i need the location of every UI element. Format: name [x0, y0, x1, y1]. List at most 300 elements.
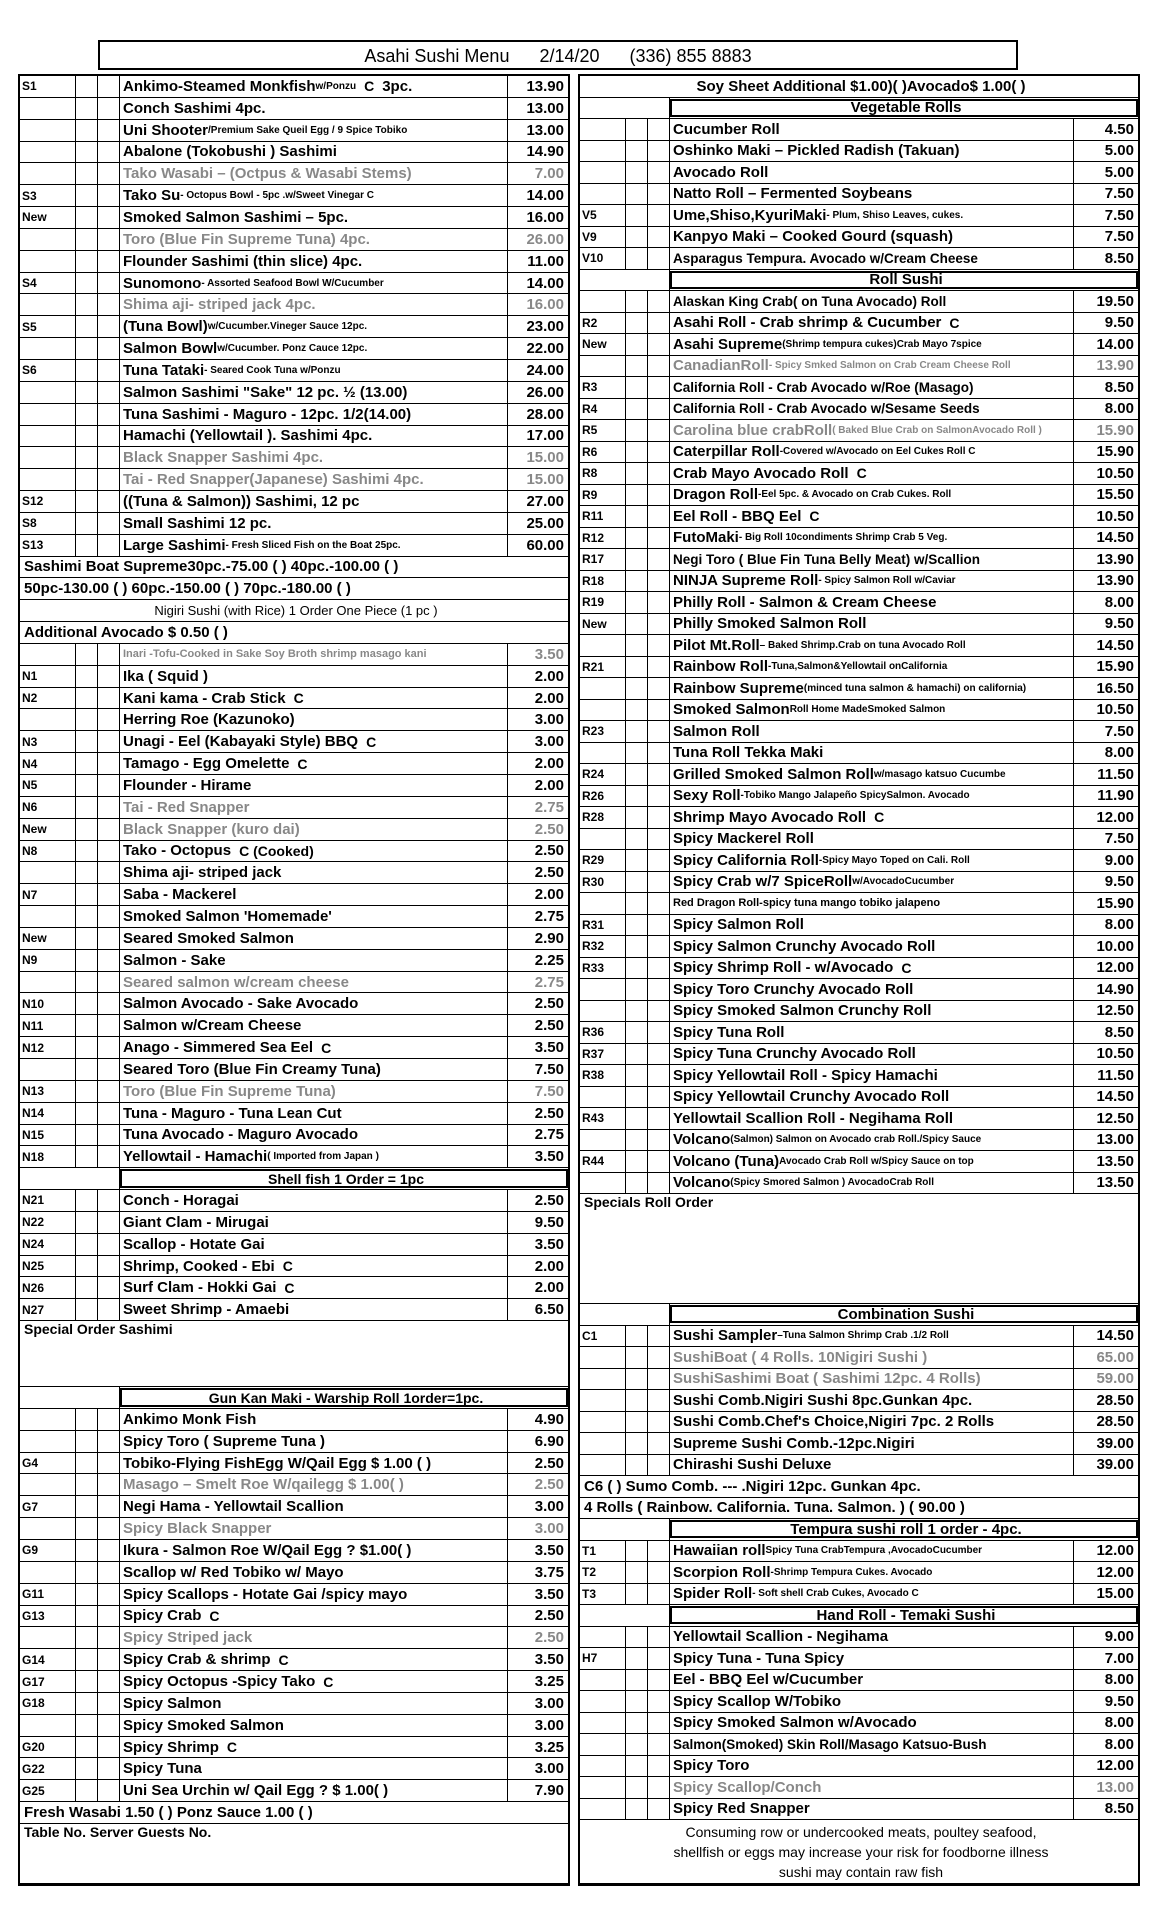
menu-item-row — [20, 1671, 568, 1693]
item-price: 2.00 — [534, 886, 564, 904]
checkbox-cell — [76, 76, 98, 97]
item-name — [120, 1453, 508, 1474]
checkbox-cell — [626, 721, 648, 742]
item-name — [120, 535, 508, 556]
item-description: Avocado Crab Roll w/Spicy Sauce on top — [779, 1155, 974, 1167]
menu-item-row — [580, 1777, 1138, 1799]
menu-item-row — [20, 142, 568, 164]
checkbox-cell — [76, 1037, 98, 1058]
spacer-cell — [580, 1519, 670, 1540]
item-code: R38 — [580, 1065, 626, 1086]
item-name — [120, 1693, 508, 1714]
checkbox-cell — [648, 291, 670, 312]
item-name — [670, 1541, 1074, 1562]
item-name-text: Spicy Tuna Crunchy Avocado Roll — [673, 1045, 916, 1063]
item-code: S1 — [20, 76, 76, 97]
checkbox-cell — [648, 1541, 670, 1562]
checkbox-cell — [648, 399, 670, 420]
item-price: 11.00 — [527, 252, 564, 270]
item-code — [580, 1756, 626, 1777]
spacer-cell — [580, 1304, 670, 1325]
item-name-text: Tai - Red Snapper — [123, 798, 250, 816]
menu-item-row — [20, 928, 568, 950]
item-description: w/Cucumber.Vineger Sauce 12pc. — [207, 321, 368, 333]
checkbox-cell — [76, 884, 98, 905]
item-name-text: Philly Roll - Salmon & Cream Cheese — [673, 593, 937, 611]
item-description: - Spicy Smked Salmon on Crab Cream Cheese Roll — [768, 360, 1011, 372]
menu-item-row — [580, 872, 1138, 894]
item-name-text: Spicy Yellowtail Crunchy Avocado Roll — [673, 1088, 950, 1106]
item-price: 10.50 — [1096, 701, 1134, 719]
checkbox-cell — [648, 786, 670, 807]
menu-item-row — [580, 1087, 1138, 1109]
checkbox-cell — [626, 1130, 648, 1151]
item-price: 5.00 — [1104, 163, 1134, 181]
item-name — [670, 1326, 1074, 1347]
menu-item-row — [20, 207, 568, 229]
menu-item-row — [580, 1627, 1138, 1649]
checkbox-cell — [76, 1431, 98, 1452]
checkbox-cell — [648, 614, 670, 635]
item-price: 13.00 — [526, 121, 564, 139]
checkbox-cell — [98, 1212, 120, 1233]
menu-item-row — [20, 1474, 568, 1496]
checkbox-cell — [76, 513, 98, 534]
spacer-cell — [20, 1387, 120, 1408]
checkbox-cell — [76, 1649, 98, 1670]
item-name-text: Negi Hama - Yellowtail Scallion — [123, 1498, 344, 1516]
menu-item-row — [20, 491, 568, 513]
item-name-text: Cucumber Roll — [673, 120, 780, 138]
checkbox-cell — [98, 644, 120, 665]
item-name — [120, 1649, 508, 1670]
item-price: 12.00 — [1096, 808, 1134, 826]
checkbox-cell — [626, 1412, 648, 1433]
item-code: New — [580, 334, 626, 355]
menu-item-row — [20, 447, 568, 469]
item-name — [670, 872, 1074, 893]
checkbox-cell — [76, 928, 98, 949]
menu-item-row — [20, 1037, 568, 1059]
checkbox-cell — [626, 1022, 648, 1043]
item-name-text: Volcano (Tuna) — [673, 1152, 780, 1170]
item-name-text: Spider Roll — [673, 1585, 753, 1603]
notice-line: sushi may contain raw fish — [778, 1863, 944, 1880]
item-code — [20, 163, 76, 184]
item-name-text: Ankimo Monk Fish — [123, 1410, 257, 1428]
menu-item-row — [20, 360, 568, 382]
item-name — [120, 1627, 508, 1648]
item-code: N14 — [20, 1103, 76, 1124]
checkbox-cell — [76, 1671, 98, 1692]
left-menu-column — [18, 74, 570, 1886]
checkbox-cell — [98, 251, 120, 272]
menu-item-row — [20, 513, 568, 535]
item-price: 28.50 — [1096, 1391, 1134, 1409]
item-code — [580, 829, 626, 850]
item-code: N21 — [20, 1190, 76, 1211]
checkbox-cell — [626, 1001, 648, 1022]
item-code: R32 — [580, 936, 626, 957]
checkbox-cell — [76, 841, 98, 862]
cooked-marker: C — [321, 1039, 332, 1056]
checkbox-cell — [76, 950, 98, 971]
sectionc-row — [580, 1519, 1138, 1541]
item-code: C1 — [580, 1326, 626, 1347]
item-price: 9.00 — [1104, 1628, 1134, 1646]
item-name — [670, 1734, 1074, 1755]
item-name-text: Sushi Comb.Chef's Choice,Nigiri 7pc. 2 Rolls — [673, 1413, 995, 1431]
item-name — [120, 1015, 508, 1036]
item-code — [20, 972, 76, 993]
checkbox-cell — [626, 571, 648, 592]
info-line: Fresh Wasabi 1.50 ( ) Ponz Sauce 1.00 ( ) — [24, 1804, 313, 1822]
item-price: 16.50 — [1096, 679, 1134, 697]
item-code: N13 — [20, 1081, 76, 1102]
item-name — [670, 356, 1074, 377]
cooked-marker: C — [874, 809, 885, 826]
item-code — [20, 862, 76, 883]
checkbox-cell — [98, 797, 120, 818]
item-name — [670, 549, 1074, 570]
item-price: 8.50 — [1104, 1023, 1134, 1041]
checkbox-cell — [648, 528, 670, 549]
item-price: 8.00 — [1104, 400, 1134, 418]
checkbox-cell — [98, 1496, 120, 1517]
item-code: N5 — [20, 775, 76, 796]
item-name-text: (Tuna Bowl) — [123, 318, 208, 336]
item-price: 14.90 — [526, 143, 564, 161]
item-name — [670, 936, 1074, 957]
menu-item-row — [20, 797, 568, 819]
item-name — [120, 316, 508, 337]
item-name-text: FutoMaki — [673, 529, 739, 547]
item-name — [120, 709, 508, 730]
menu-item-row — [20, 1562, 568, 1584]
checkbox-cell — [98, 1146, 120, 1167]
checkbox-cell — [98, 928, 120, 949]
checkbox-cell — [98, 841, 120, 862]
cooked-marker: C — [809, 508, 820, 525]
menu-item-row — [580, 141, 1138, 163]
item-code — [20, 338, 76, 359]
item-name-text: Toro (Blue Fin Supreme Tuna) — [123, 1082, 336, 1100]
checkbox-cell — [76, 1562, 98, 1583]
menu-item-row — [20, 1737, 568, 1759]
item-name — [120, 688, 508, 709]
item-price: 13.00 — [1096, 1778, 1134, 1796]
item-price: 2.00 — [534, 667, 564, 685]
item-name-text: SushiSashimi Boat ( Sashimi 12pc. 4 Rolls) — [673, 1370, 981, 1388]
checkbox-cell — [76, 1299, 98, 1320]
cooked-marker: C — [323, 1673, 334, 1690]
item-code — [580, 119, 626, 140]
checkbox-cell — [626, 979, 648, 1000]
checkbox-cell — [648, 334, 670, 355]
item-name — [670, 807, 1074, 828]
item-price: 9.50 — [534, 1213, 564, 1231]
item-name-text: Ankimo-Steamed Monkfish — [123, 77, 316, 95]
item-price: 13.90 — [1096, 550, 1134, 568]
item-code: N1 — [20, 666, 76, 687]
item-name-text: Ika ( Squid ) — [123, 667, 209, 685]
item-price: 15.90 — [1096, 658, 1134, 676]
checkbox-cell — [98, 906, 120, 927]
checkbox-cell — [648, 1584, 670, 1605]
checkbox-cell — [98, 884, 120, 905]
checkbox-cell — [76, 862, 98, 883]
checkbox-cell — [626, 1151, 648, 1172]
checkbox-cell — [98, 1606, 120, 1627]
checkbox-cell — [626, 1562, 648, 1583]
item-code: R3 — [580, 377, 626, 398]
menu-item-row — [20, 819, 568, 841]
checkbox-cell — [648, 141, 670, 162]
item-name — [120, 1103, 508, 1124]
menu-item-row — [580, 334, 1138, 356]
checkbox-cell — [648, 1022, 670, 1043]
item-name-text: Eel - BBQ Eel w/Cucumber — [673, 1671, 864, 1689]
item-name — [670, 1670, 1074, 1691]
menu-item-row — [580, 1369, 1138, 1391]
checkbox-cell — [98, 185, 120, 206]
item-price: 7.50 — [1104, 722, 1134, 740]
item-code — [20, 120, 76, 141]
item-name — [120, 426, 508, 447]
item-name — [670, 958, 1074, 979]
item-price: 2.00 — [534, 689, 564, 707]
item-description: - Octopus Bowl - 5pc .w/Sweet Vinegar C — [180, 190, 374, 202]
full-row — [580, 1476, 1138, 1498]
spacer-cell — [20, 1168, 120, 1189]
item-code: N18 — [20, 1146, 76, 1167]
checkbox-cell — [98, 1015, 120, 1036]
item-code: S6 — [20, 360, 76, 381]
item-name-text: Rainbow Roll — [673, 658, 768, 676]
item-price: 2.75 — [534, 798, 564, 816]
checkbox-cell — [626, 915, 648, 936]
item-name-text: Caterpillar Roll — [673, 443, 780, 461]
item-price: 7.90 — [534, 1782, 564, 1800]
item-name-text: Inari -Tofu-Cooked in Sake Soy Broth shrimp masago kani — [123, 648, 427, 661]
item-price: 3.50 — [534, 1235, 564, 1253]
item-name — [120, 491, 508, 512]
checkbox-cell — [626, 313, 648, 334]
item-code: R31 — [580, 915, 626, 936]
menu-item-row — [580, 850, 1138, 872]
item-name — [670, 850, 1074, 871]
item-price: 14.50 — [1096, 1088, 1134, 1106]
item-code: G25 — [20, 1780, 76, 1801]
checkbox-cell — [626, 1326, 648, 1347]
menu-item-row — [20, 1780, 568, 1802]
item-price: 39.00 — [1096, 1456, 1134, 1474]
checkbox-cell — [648, 205, 670, 226]
right-menu-column — [578, 74, 1140, 1886]
menu-item-row — [20, 753, 568, 775]
checkbox-cell — [98, 993, 120, 1014]
item-name-text: Tako Wasabi – (Octpus & Wasabi Stems) — [123, 165, 412, 183]
item-code: R29 — [580, 850, 626, 871]
menu-item-row — [580, 657, 1138, 679]
item-description: - Assorted Seafood Bowl W/Cucumber — [201, 277, 384, 289]
cooked-marker: C — [284, 1279, 295, 1296]
item-price: 8.50 — [1104, 1800, 1134, 1818]
checkbox-cell — [648, 1670, 670, 1691]
item-name — [670, 463, 1074, 484]
item-description: - Soft shell Crab Cukes, Avocado C — [752, 1588, 919, 1600]
menu-item-row — [580, 248, 1138, 270]
item-name-text: Saba - Mackerel — [123, 886, 237, 904]
item-name-text: Seared Toro (Blue Fin Creamy Tuna) — [123, 1060, 381, 1078]
item-name-text: Ikura - Salmon Roe W/Qail Egg ? $1.00( ) — [123, 1541, 412, 1559]
item-code — [580, 1087, 626, 1108]
item-price: 2.50 — [534, 1017, 564, 1035]
checkbox-cell — [648, 1390, 670, 1411]
item-name — [670, 313, 1074, 334]
item-price: 9.50 — [1104, 873, 1134, 891]
checkbox-cell — [98, 862, 120, 883]
order-row — [20, 1321, 568, 1387]
item-name-text: Yellowtail - Hamachi — [123, 1148, 268, 1166]
item-name-text: Dragon Roll — [673, 486, 758, 504]
checkbox-cell — [626, 1734, 648, 1755]
checkbox-cell — [98, 294, 120, 315]
checkbox-cell — [98, 1299, 120, 1320]
item-name-text: Negi Toro ( Blue Fin Tuna Belly Meat) w/Scallion — [673, 551, 981, 567]
item-code — [20, 404, 76, 425]
item-name — [670, 915, 1074, 936]
item-name — [670, 1412, 1074, 1433]
item-code: G17 — [20, 1671, 76, 1692]
checkbox-cell — [98, 709, 120, 730]
item-code — [580, 743, 626, 764]
item-name — [120, 469, 508, 490]
item-price: 22.00 — [526, 340, 564, 358]
item-name-text: Sexy Roll — [673, 787, 741, 805]
item-name — [120, 1715, 508, 1736]
item-name-text: Large Sashimi — [123, 536, 226, 554]
checkbox-cell — [98, 120, 120, 141]
item-name-text: Sushi Sampler — [673, 1327, 778, 1345]
checkbox-cell — [98, 1081, 120, 1102]
checkbox-cell — [626, 485, 648, 506]
item-price: 14.50 — [1096, 1327, 1134, 1345]
item-code — [20, 98, 76, 119]
info-line: 4 Rolls ( Rainbow. California. Tuna. Salmon. ) ( 90.00 ) — [584, 1499, 965, 1517]
item-name-text: Spicy Shrimp — [123, 1738, 219, 1756]
item-name-text: ((Tuna & Salmon)) Sashimi, 12 pc — [123, 492, 360, 510]
item-name-text: Surf Clam - Hokki Gai — [123, 1279, 277, 1297]
menu-item-row — [580, 936, 1138, 958]
item-name-text: Toro (Blue Fin Supreme Tuna) 4pc. — [123, 230, 370, 248]
menu-item-row — [20, 993, 568, 1015]
item-description: - Big Roll 10condiments Shrimp Crab 5 Veg. — [738, 532, 948, 544]
checkbox-cell — [626, 635, 648, 656]
item-code — [580, 700, 626, 721]
item-name-text: Masago – Smelt Roe W/qailegg $ 1.00( ) — [123, 1476, 404, 1494]
item-name-text: Scallop - Hotate Gai — [123, 1235, 265, 1253]
item-price: 8.00 — [1104, 593, 1134, 611]
item-price: 2.00 — [534, 1257, 564, 1275]
item-price: 28.50 — [1096, 1413, 1134, 1431]
item-code: New — [20, 819, 76, 840]
item-name — [120, 972, 508, 993]
menu-item-row — [580, 1713, 1138, 1735]
item-price: 8.00 — [1104, 916, 1134, 934]
item-name — [120, 928, 508, 949]
item-code — [580, 979, 626, 1000]
menu-item-row — [20, 229, 568, 251]
item-code — [580, 1627, 626, 1648]
full-row — [20, 1802, 568, 1824]
checkbox-cell — [626, 893, 648, 914]
checkbox-cell — [626, 872, 648, 893]
item-portion: 3pc. — [382, 77, 413, 95]
item-name — [670, 1151, 1074, 1172]
item-name — [120, 1606, 508, 1627]
checkbox-cell — [76, 1059, 98, 1080]
menu-item-row — [580, 463, 1138, 485]
section-heading: Tempura sushi roll 1 order - 4pc. — [670, 1520, 1138, 1538]
item-name — [670, 1108, 1074, 1129]
item-price: 15.00 — [526, 471, 564, 489]
item-price: 3.00 — [534, 1716, 564, 1734]
checkbox-cell — [626, 528, 648, 549]
info-line: Additional Avocado $ 0.50 ( ) — [24, 624, 228, 642]
item-name-text: Tako Su — [123, 187, 181, 205]
order-box-label: Special Order Sashimi — [24, 1321, 173, 1338]
item-description: -Covered w/Avocado on Eel Cukes Roll C — [779, 446, 976, 458]
item-price: 17.00 — [526, 427, 564, 445]
item-description: ( Imported from Japan ) — [267, 1151, 379, 1163]
checkbox-cell — [648, 807, 670, 828]
item-name-text: Uni Shooter — [123, 121, 208, 139]
item-price: 24.00 — [526, 361, 564, 379]
menu-item-row — [580, 356, 1138, 378]
checkbox-cell — [76, 1737, 98, 1758]
item-name-text: Spicy Toro Crunchy Avocado Roll — [673, 980, 914, 998]
item-name — [120, 251, 508, 272]
menu-item-row — [20, 862, 568, 884]
item-name-text: Volcano — [673, 1131, 731, 1149]
full-row — [20, 622, 568, 644]
item-price: 3.00 — [534, 1498, 564, 1516]
item-price: 9.50 — [1104, 615, 1134, 633]
item-name — [120, 1540, 508, 1561]
item-name-text: Asparagus Tempura. Avocado w/Cream Cheese — [673, 250, 978, 266]
item-name-text: Sunomono — [123, 274, 202, 292]
checkbox-cell — [76, 229, 98, 250]
item-name — [120, 294, 508, 315]
item-name-text: Shrimp, Cooked - Ebi — [123, 1257, 275, 1275]
menu-item-row — [580, 1541, 1138, 1563]
menu-item-row — [580, 1562, 1138, 1584]
item-price: 7.50 — [1104, 228, 1134, 246]
item-price: 2.50 — [534, 1454, 564, 1472]
full2-row — [20, 600, 568, 622]
checkbox-cell — [648, 829, 670, 850]
item-code: R5 — [580, 420, 626, 441]
cooked-marker: C — [856, 465, 867, 482]
menu-item-row — [580, 592, 1138, 614]
item-name — [120, 185, 508, 206]
item-code: R23 — [580, 721, 626, 742]
item-code: R21 — [580, 657, 626, 678]
checkbox-cell — [648, 485, 670, 506]
item-name-text: Tai - Red Snapper(Japanese) Sashimi 4pc. — [123, 471, 424, 489]
item-name — [670, 1799, 1074, 1820]
